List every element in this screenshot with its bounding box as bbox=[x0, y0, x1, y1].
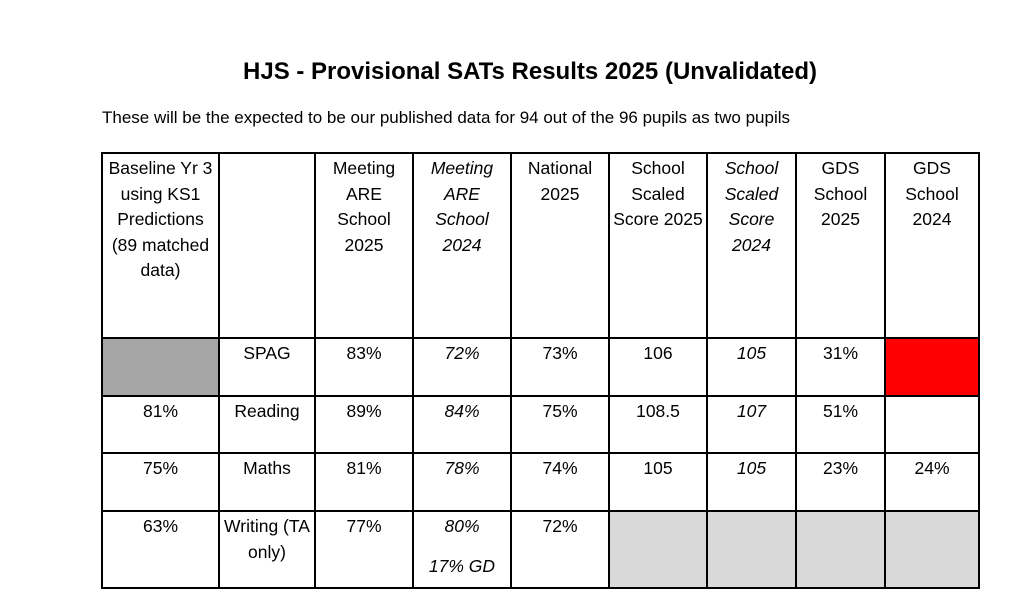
document-subtitle: These will be the expected to be our published data for 94 out of the 96 pupils as two pupils bbox=[102, 108, 791, 127]
cell-meeting-are-2025: 83% bbox=[315, 338, 413, 396]
cell-national-2025: 75% bbox=[511, 396, 609, 453]
cell-baseline: 81% bbox=[102, 396, 219, 453]
cell-meeting-are-2024 bbox=[413, 511, 511, 588]
cell-gds-2025 bbox=[796, 511, 885, 588]
cell-subject: Maths bbox=[219, 453, 315, 511]
cell-meeting-are-2024: 84% bbox=[413, 396, 511, 453]
cell-scaled-score-2025: 108.5 bbox=[609, 396, 707, 453]
cell-meeting-are-2024: 78% bbox=[413, 453, 511, 511]
table-row bbox=[102, 396, 979, 453]
header-meeting-are-2024: Meeting ARE School 2024 bbox=[413, 153, 511, 338]
cell-scaled-score-2025: 105 bbox=[609, 453, 707, 511]
cell-meeting-are-2025: 77% bbox=[315, 511, 413, 588]
cell-scaled-score-2025 bbox=[609, 511, 707, 588]
header-subject bbox=[219, 153, 315, 338]
cell-gds-2024: 24% bbox=[885, 453, 979, 511]
header-national-2025: National 2025 bbox=[511, 153, 609, 338]
cell-national-2025: 73% bbox=[511, 338, 609, 396]
table-row bbox=[102, 338, 979, 396]
cell-value: 80% bbox=[444, 516, 480, 536]
cell-scaled-score-2024 bbox=[707, 511, 796, 588]
cell-gds-2025: 51% bbox=[796, 396, 885, 453]
document-title: HJS - Provisional SATs Results 2025 (Unvalidated) bbox=[243, 58, 817, 85]
sats-results-table bbox=[101, 152, 980, 589]
cell-gds-2024 bbox=[885, 396, 979, 453]
header-meeting-are-2025: Meeting ARE School 2025 bbox=[315, 153, 413, 338]
header-gds-2025: GDS School 2025 bbox=[796, 153, 885, 338]
cell-baseline: 63% bbox=[102, 511, 219, 588]
header-gds-2024: GDS School 2024 bbox=[885, 153, 979, 338]
cell-meeting-are-2024: 72% bbox=[413, 338, 511, 396]
header-baseline: Baseline Yr 3 using KS1 Predictions (89 matched data) bbox=[102, 153, 219, 338]
table-row bbox=[102, 511, 979, 588]
cell-scaled-score-2024: 105 bbox=[707, 338, 796, 396]
cell-national-2025: 72% bbox=[511, 511, 609, 588]
cell-gds-2024 bbox=[885, 338, 979, 396]
cell-gds-2024 bbox=[885, 511, 979, 588]
cell-meeting-are-2025: 81% bbox=[315, 453, 413, 511]
cell-baseline: 75% bbox=[102, 453, 219, 511]
header-row bbox=[102, 153, 979, 338]
cell-subject: Reading bbox=[219, 396, 315, 453]
cell-gds-2025: 23% bbox=[796, 453, 885, 511]
cell-subject: Writing (TA only) bbox=[219, 511, 315, 588]
table-row bbox=[102, 453, 979, 511]
cell-baseline bbox=[102, 338, 219, 396]
cell-subject: SPAG bbox=[219, 338, 315, 396]
cell-scaled-score-2024: 107 bbox=[707, 396, 796, 453]
header-scaled-score-2024: School Scaled Score 2024 bbox=[707, 153, 796, 338]
cell-national-2025: 74% bbox=[511, 453, 609, 511]
cell-meeting-are-2025: 89% bbox=[315, 396, 413, 453]
cell-gds-2025: 31% bbox=[796, 338, 885, 396]
cell-scaled-score-2025: 106 bbox=[609, 338, 707, 396]
greater-depth-note: 17% GD bbox=[428, 555, 496, 576]
header-scaled-score-2025: School Scaled Score 2025 bbox=[609, 153, 707, 338]
cell-scaled-score-2024: 105 bbox=[707, 453, 796, 511]
